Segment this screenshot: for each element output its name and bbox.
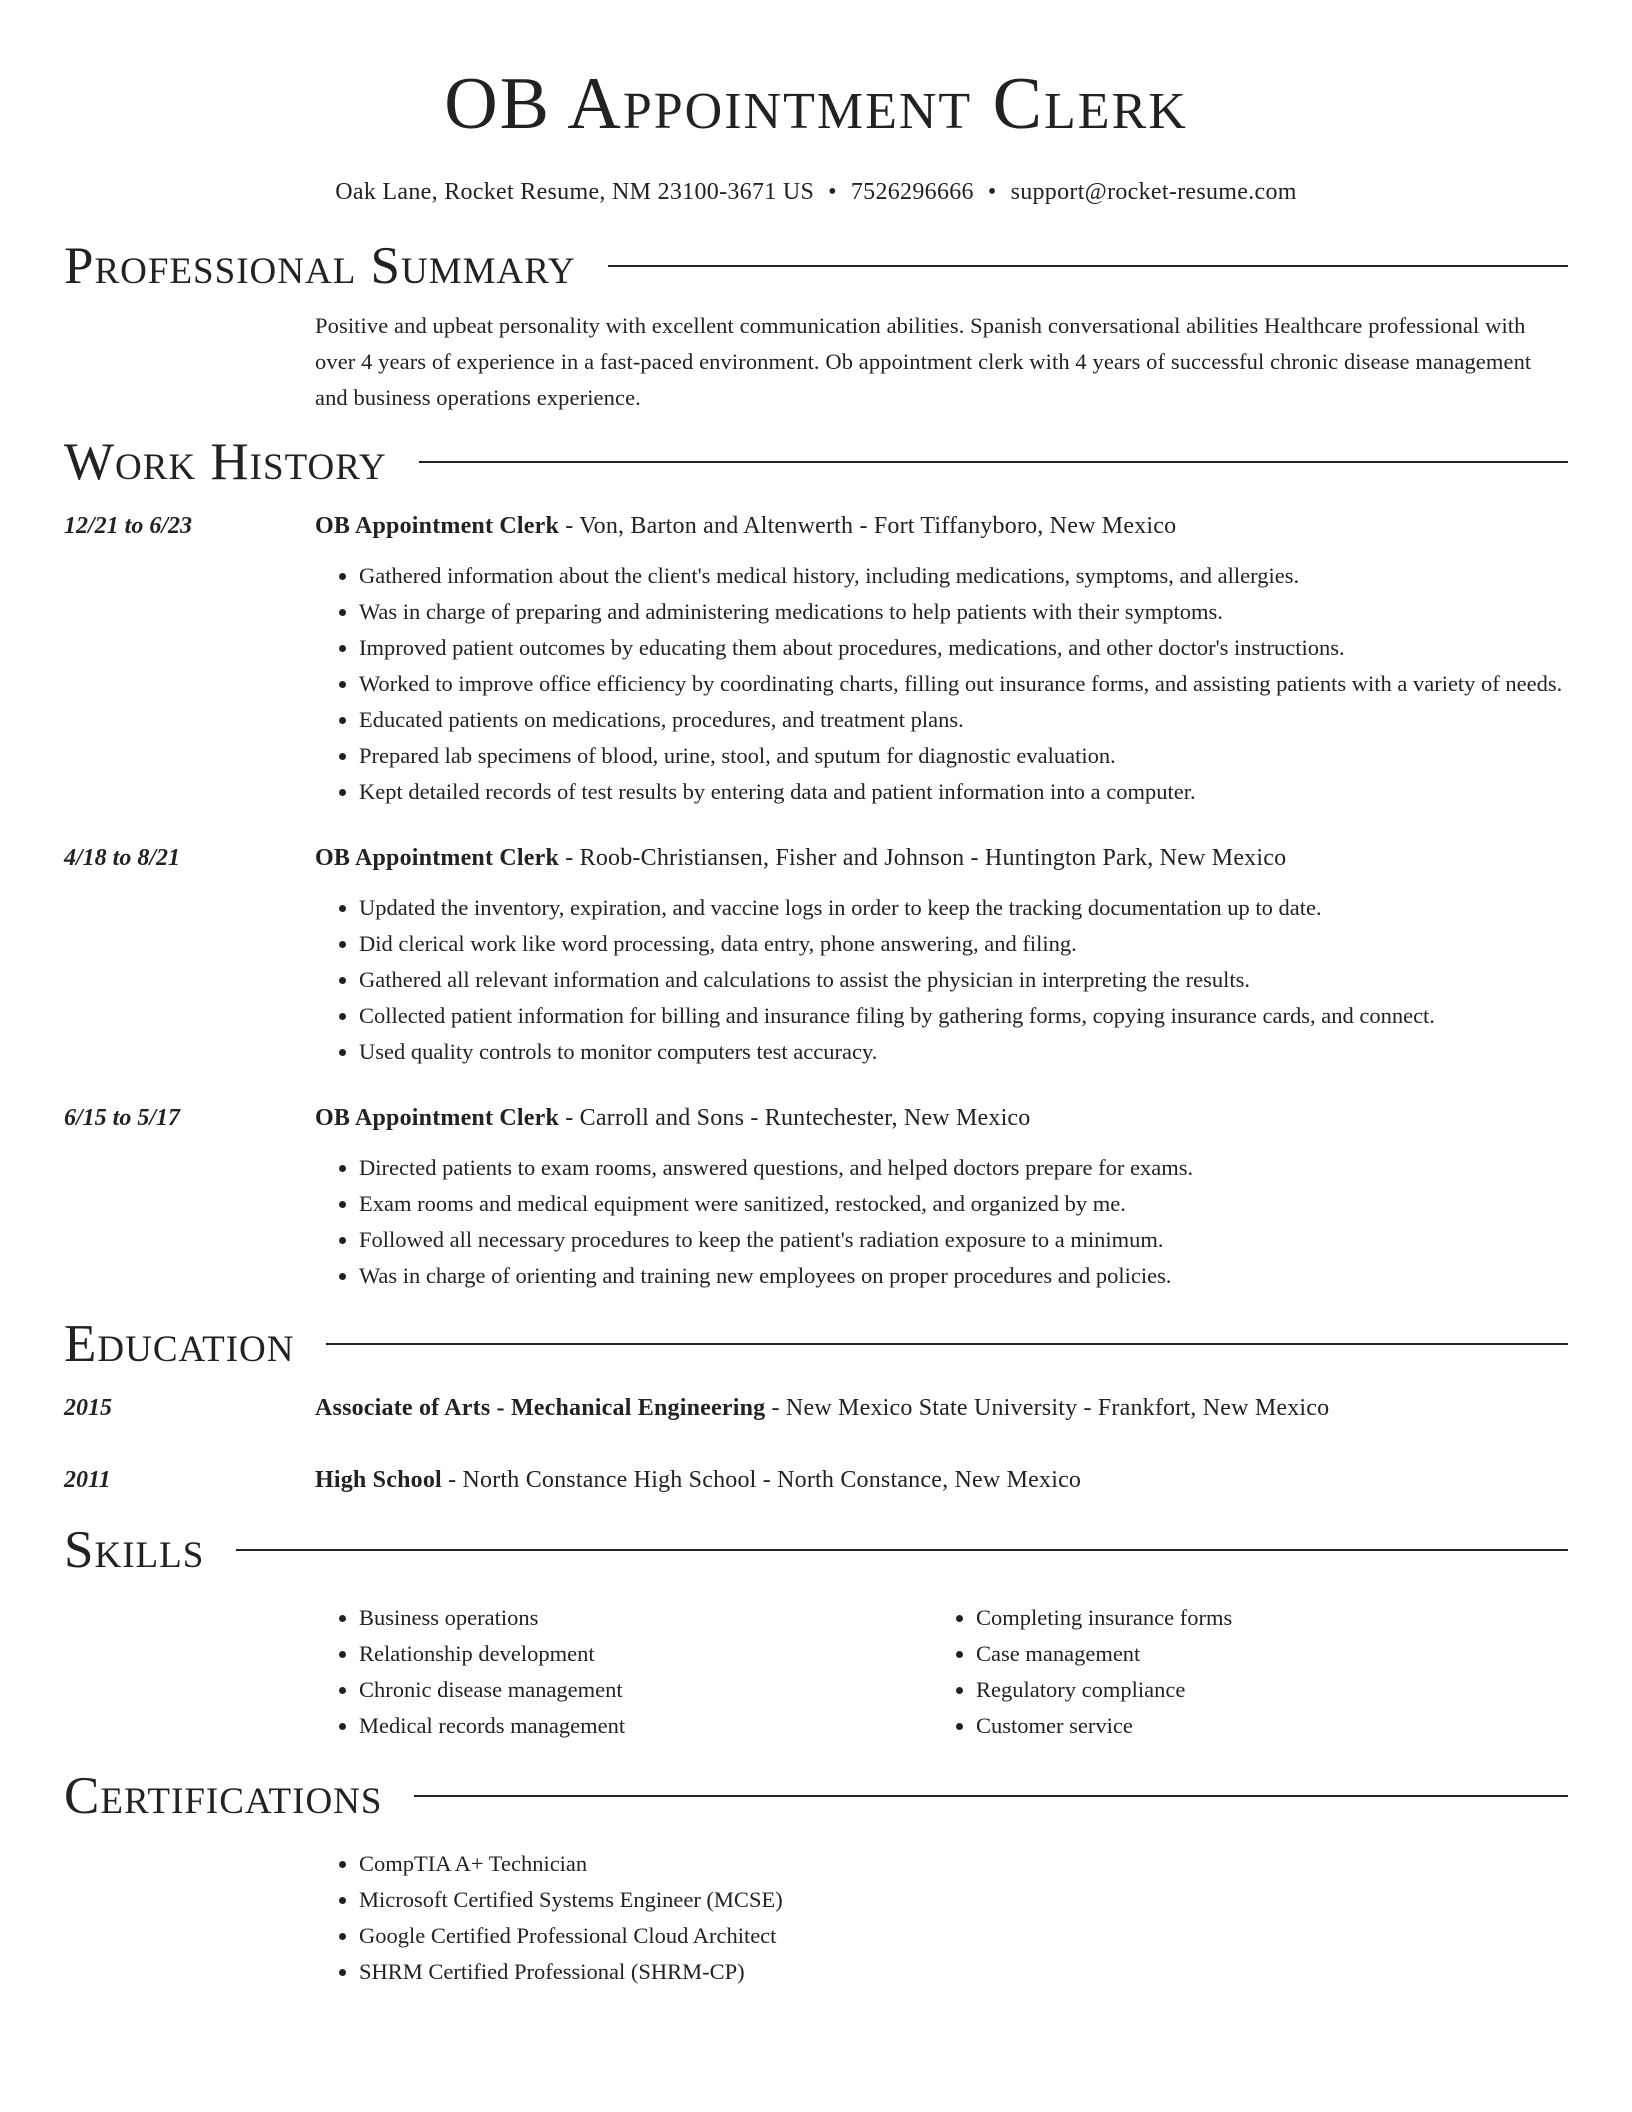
contact-line: [64, 176, 1568, 208]
job-employer: - Roob-Christiansen, Fisher and Johnson - Huntington Park, New Mexico: [559, 845, 1287, 871]
job-title: OB Appointment Clerk: [315, 513, 560, 539]
contact-separator: •: [828, 179, 837, 205]
list-item: • Was in charge of orienting and training new employees on proper procedures and policies.: [359, 1258, 1568, 1294]
list-item: • Completing insurance forms: [976, 1600, 1549, 1636]
list-item: • Was in charge of preparing and administering medications to help patients with their symptoms.: [359, 594, 1568, 630]
list-item: • Regulatory compliance: [976, 1672, 1549, 1708]
job-title: OB Appointment Clerk: [315, 845, 560, 871]
job-title: OB Appointment Clerk: [315, 1105, 560, 1131]
list-item: • Business operations: [359, 1600, 932, 1636]
job-body: [315, 1100, 1568, 1294]
list-item: • Chronic disease management: [359, 1672, 932, 1708]
education-line: [315, 1390, 1568, 1426]
list-item: • Directed patients to exam rooms, answered questions, and helped doctors prepare for exams.: [359, 1150, 1568, 1186]
list-item: • Google Certified Professional Cloud Architect: [359, 1918, 1568, 1954]
list-item: • Improved patient outcomes by educating them about procedures, medications, and other doctor's instructions.: [359, 630, 1568, 666]
certifications-list: [64, 1846, 1568, 1990]
education-entry: [64, 1462, 1568, 1498]
list-item: • Customer service: [976, 1708, 1549, 1744]
list-item: • Medical records management: [359, 1708, 932, 1744]
contact-separator: •: [987, 179, 997, 205]
certifications-items: [315, 1846, 1568, 1990]
certifications-heading: Certifications: [64, 1767, 383, 1825]
list-item: • Exam rooms and medical equipment were sanitized, restocked, and organized by me.: [359, 1186, 1568, 1222]
job-body: [315, 840, 1568, 1070]
section-divider: [608, 265, 1568, 267]
skills-section-header: [64, 1518, 1568, 1582]
job-dates: 12/21 to 6/23: [64, 513, 193, 539]
education-school: - New Mexico State University - Frankfort, New Mexico: [765, 1395, 1330, 1421]
job-heading-line: [315, 1100, 1568, 1136]
job-heading-line: [315, 840, 1568, 876]
list-item: • CompTIA A+ Technician: [359, 1846, 1568, 1882]
summary-section-header: [64, 234, 1568, 298]
job-entry: [64, 840, 1568, 1070]
list-item: • Followed all necessary procedures to keep the patient's radiation exposure to a minimum.: [359, 1222, 1568, 1258]
section-divider: [419, 461, 1568, 463]
education-section-header: [64, 1312, 1568, 1376]
job-entry: [64, 508, 1568, 810]
list-item: • Prepared lab specimens of blood, urine, stool, and sputum for diagnostic evaluation.: [359, 738, 1568, 774]
job-heading-line: [315, 508, 1568, 544]
job-bullets: [315, 1150, 1568, 1294]
list-item: • Collected patient information for billing and insurance filing by gathering forms, copying insurance cards, and connect.: [359, 998, 1568, 1034]
list-item: • Updated the inventory, expiration, and vaccine logs in order to keep the tracking documentation up to date.: [359, 890, 1568, 926]
job-body: [315, 508, 1568, 810]
education-year: 2015: [64, 1395, 112, 1421]
education-entry: [64, 1390, 1568, 1426]
resume-page: [64, 0, 1568, 1990]
skills-list: [64, 1600, 1568, 1744]
list-item: • Did clerical work like word processing, data entry, phone answering, and filing.: [359, 926, 1568, 962]
list-item: • Gathered all relevant information and calculations to assist the physician in interpreting the results.: [359, 962, 1568, 998]
education-degree: High School: [315, 1467, 442, 1493]
skills-column-right: [932, 1600, 1549, 1744]
contact-phone: 7526296666: [850, 179, 974, 205]
list-item: • Kept detailed records of test results by entering data and patient information into a computer.: [359, 774, 1568, 810]
certifications-section-header: [64, 1764, 1568, 1828]
education-year: 2011: [64, 1467, 111, 1493]
work-section-header: [64, 430, 1568, 494]
list-item: • Microsoft Certified Systems Engineer (MCSE): [359, 1882, 1568, 1918]
section-divider: [414, 1795, 1568, 1797]
list-item: • Case management: [976, 1636, 1549, 1672]
list-item: • Relationship development: [359, 1636, 932, 1672]
skills-heading: Skills: [64, 1521, 205, 1579]
job-employer: - Von, Barton and Altenwerth - Fort Tiffanyboro, New Mexico: [559, 513, 1177, 539]
job-entry: [64, 1100, 1568, 1294]
education-school: - North Constance High School - North Constance, New Mexico: [441, 1467, 1082, 1493]
education-degree: Associate of Arts - Mechanical Engineering: [315, 1395, 766, 1421]
list-item: • SHRM Certified Professional (SHRM-CP): [359, 1954, 1568, 1990]
job-dates: 6/15 to 5/17: [64, 1105, 181, 1131]
job-bullets: [315, 890, 1568, 1070]
candidate-name: OB Appointment Clerk: [444, 63, 1188, 145]
list-item: • Worked to improve office efficiency by coordinating charts, filling out insurance forms, and assisting patients with a variety of needs.: [359, 666, 1568, 702]
skills-column-left: [315, 1600, 932, 1744]
job-employer: - Carroll and Sons - Runtechester, New Mexico: [559, 1105, 1031, 1131]
summary-heading: Professional Summary: [64, 237, 576, 295]
work-heading: Work History: [64, 433, 387, 491]
list-item: • Used quality controls to monitor computers test accuracy.: [359, 1034, 1568, 1070]
contact-email: support@rocket-resume.com: [1010, 179, 1297, 205]
education-heading: Education: [64, 1315, 295, 1373]
section-divider: [326, 1343, 1568, 1345]
list-item: • Gathered information about the client's medical history, including medications, symptoms, and allergies.: [359, 558, 1568, 594]
summary-text: Positive and upbeat personality with excellent communication abilities. Spanish conversational abilities Healthcare professional with over 4 years of experience in a fast-paced environment. Ob appointment clerk with 4 years of successful chronic disease management and business operations experience.: [315, 313, 1532, 410]
contact-address: Oak Lane, Rocket Resume, NM 23100-3671 US: [335, 179, 815, 205]
education-line: [315, 1462, 1568, 1498]
section-divider: [236, 1549, 1568, 1551]
list-item: • Educated patients on medications, procedures, and treatment plans.: [359, 702, 1568, 738]
job-dates: 4/18 to 8/21: [64, 845, 181, 871]
job-bullets: [315, 558, 1568, 810]
